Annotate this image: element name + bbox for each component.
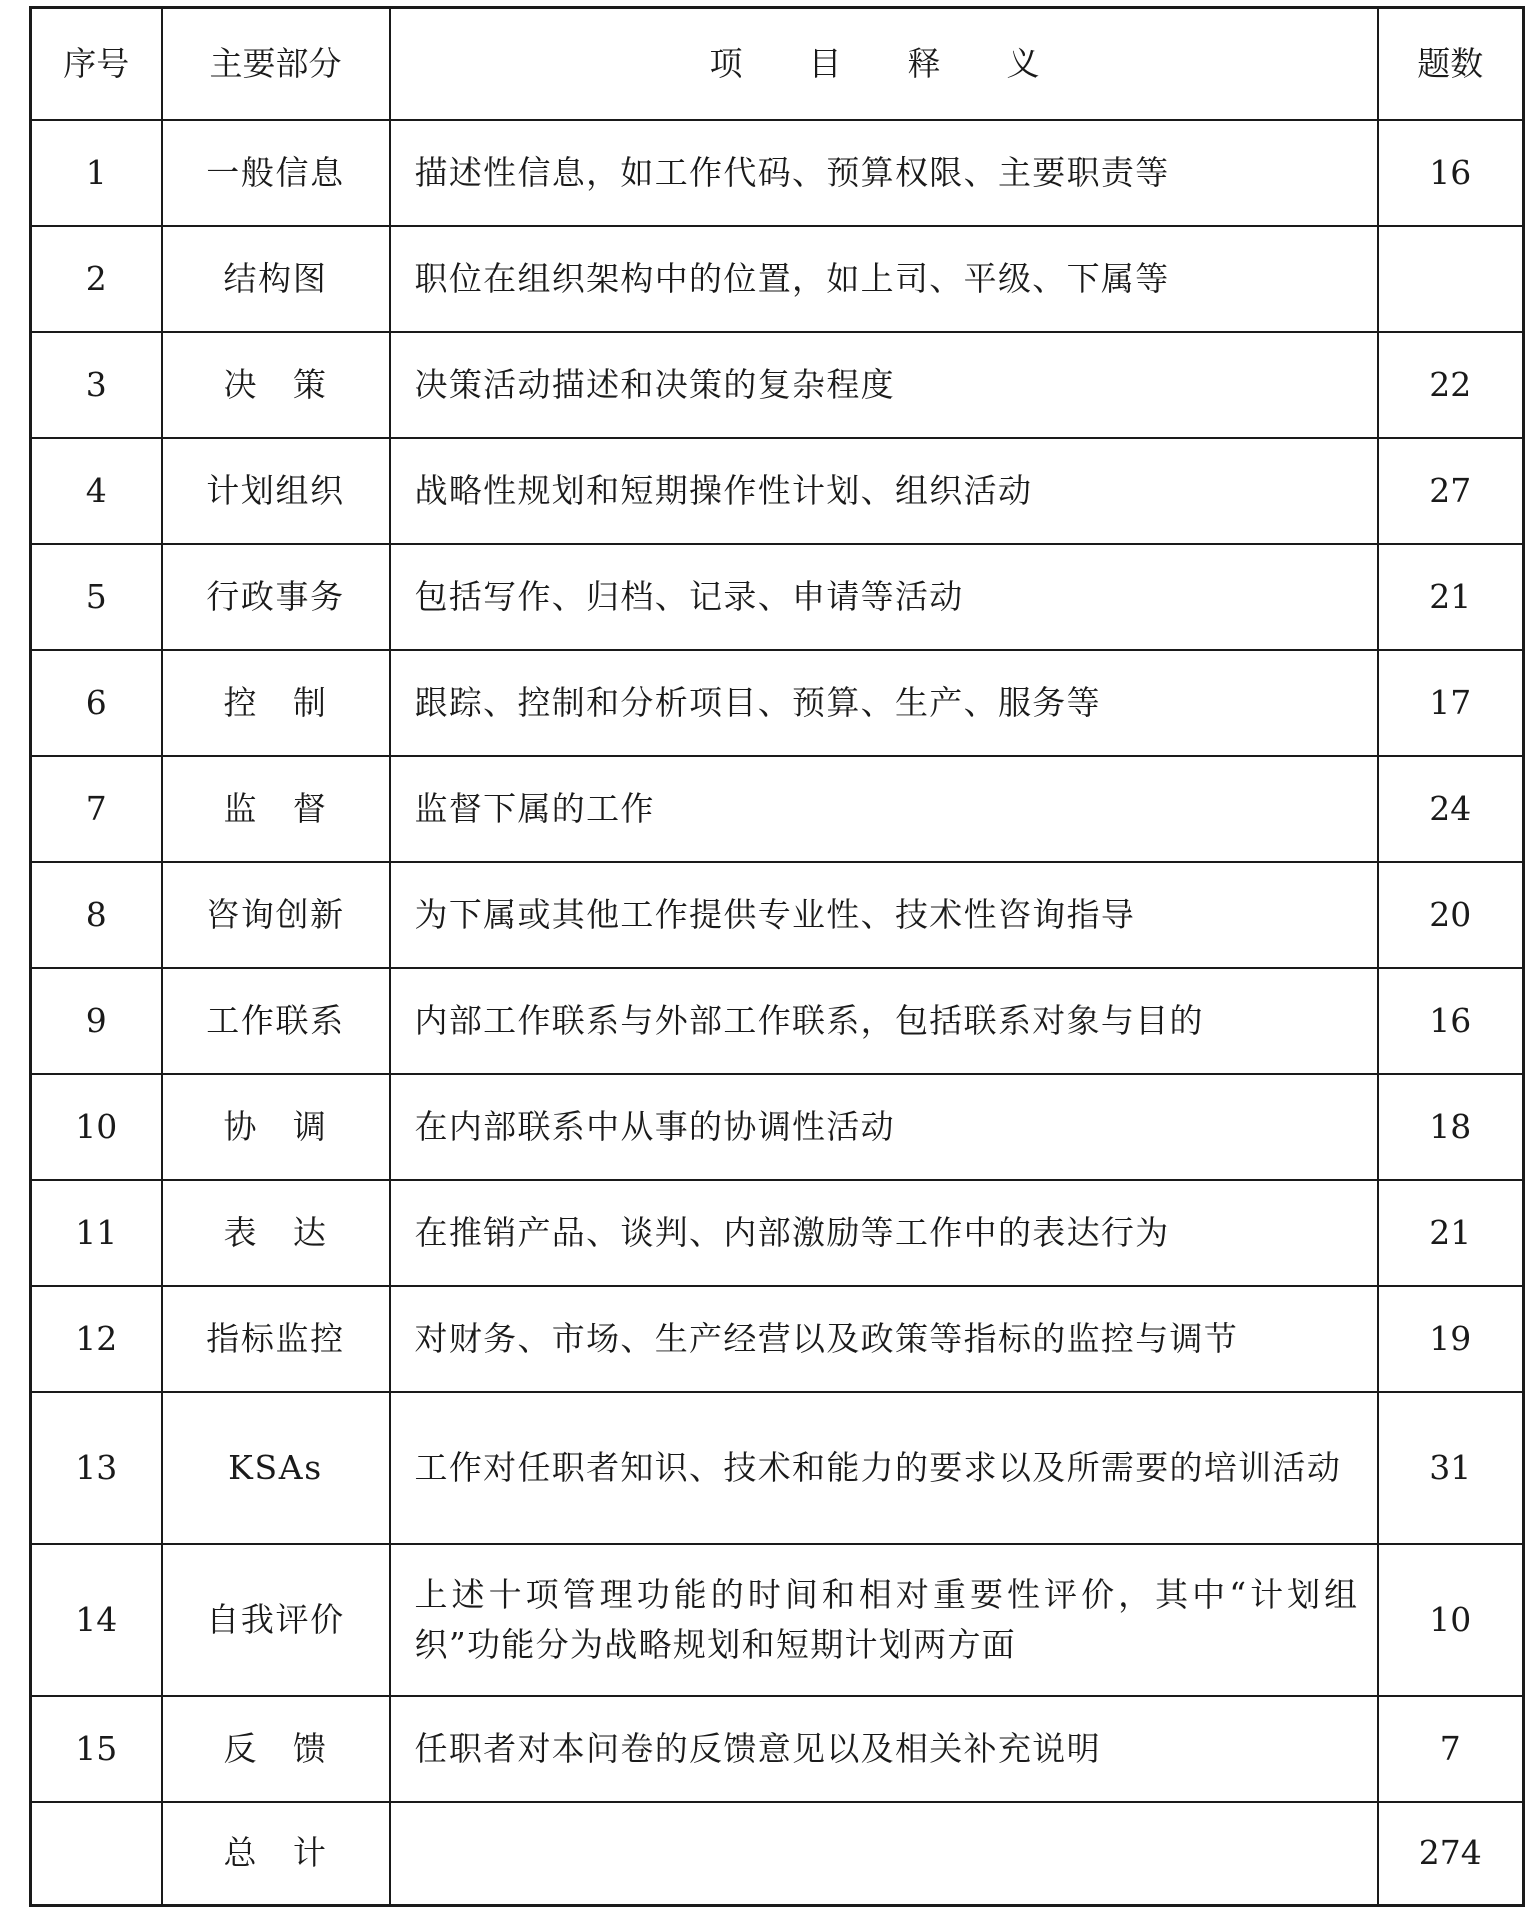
- table-row: [31, 1392, 1524, 1544]
- table-row: [31, 1286, 1524, 1392]
- table-row: [31, 332, 1524, 438]
- row-part: 表 达: [162, 1180, 390, 1286]
- row-description-text: 在推销产品、谈判、内部激励等工作中的表达行为: [414, 1212, 1170, 1252]
- table-row: [31, 1696, 1524, 1802]
- row-count: 10: [1378, 1544, 1524, 1696]
- row-description-text: 对财务、市场、生产经营以及政策等指标的监控与调节: [414, 1318, 1239, 1358]
- row-count: [1378, 226, 1524, 332]
- row-count: 16: [1378, 968, 1524, 1074]
- row-part: 咨询创新: [162, 862, 390, 968]
- table-row: [31, 1544, 1524, 1696]
- row-part: 一般信息: [162, 120, 390, 226]
- table-row: [31, 544, 1524, 650]
- row-description-text: 跟踪、控制和分析项目、预算、生产、服务等: [414, 682, 1101, 722]
- row-count: 27: [1378, 438, 1524, 544]
- row-part: 工作联系: [162, 968, 390, 1074]
- table-row: [31, 756, 1524, 862]
- row-part: 协 调: [162, 1074, 390, 1180]
- row-index: 8: [31, 862, 162, 968]
- row-count: 24: [1378, 756, 1524, 862]
- row-description-text: 包括写作、归档、记录、申请等活动: [414, 576, 964, 616]
- total-label: 总 计: [162, 1802, 390, 1906]
- row-count: 17: [1378, 650, 1524, 756]
- table-row: [31, 1180, 1524, 1286]
- table-row: [31, 650, 1524, 756]
- table-row: [31, 438, 1524, 544]
- row-description: [390, 1392, 1378, 1544]
- row-description: [390, 438, 1378, 544]
- header-count: 题数: [1378, 8, 1524, 120]
- table-header-row: [31, 8, 1524, 120]
- row-description: [390, 862, 1378, 968]
- table-row: [31, 968, 1524, 1074]
- row-part: 结构图: [162, 226, 390, 332]
- row-description: [390, 120, 1378, 226]
- row-description: [390, 226, 1378, 332]
- row-count: 16: [1378, 120, 1524, 226]
- row-description: [390, 1074, 1378, 1180]
- row-description: [390, 650, 1378, 756]
- row-index: 10: [31, 1074, 162, 1180]
- total-count: 274: [1378, 1802, 1524, 1906]
- row-part: 计划组织: [162, 438, 390, 544]
- row-count: 22: [1378, 332, 1524, 438]
- header-description: 项 目 释 义: [390, 8, 1378, 120]
- table-body: [31, 120, 1524, 1802]
- row-part: 监 督: [162, 756, 390, 862]
- row-part: 指标监控: [162, 1286, 390, 1392]
- questionnaire-structure-table: [29, 6, 1525, 1907]
- row-index: 13: [31, 1392, 162, 1544]
- total-description: [390, 1802, 1378, 1906]
- table-row: [31, 120, 1524, 226]
- row-index: 11: [31, 1180, 162, 1286]
- table-row: [31, 1074, 1524, 1180]
- row-description-text: 上述十项管理功能的时间和相对重要性评价，其中“计划组织”功能分为战略规划和短期计划两方面: [414, 1574, 1359, 1664]
- row-description: [390, 1180, 1378, 1286]
- row-description-text: 决策活动描述和决策的复杂程度: [414, 364, 895, 404]
- row-count: 19: [1378, 1286, 1524, 1392]
- header-part: 主要部分: [162, 8, 390, 120]
- row-count: 20: [1378, 862, 1524, 968]
- row-description: [390, 1286, 1378, 1392]
- row-description-text: 战略性规划和短期操作性计划、组织活动: [414, 470, 1033, 510]
- row-index: 12: [31, 1286, 162, 1392]
- row-index: 9: [31, 968, 162, 1074]
- row-description: [390, 1696, 1378, 1802]
- row-part: 自我评价: [162, 1544, 390, 1696]
- row-description-text: 描述性信息，如工作代码、预算权限、主要职责等: [414, 152, 1170, 192]
- row-count: 31: [1378, 1392, 1524, 1544]
- row-count: 7: [1378, 1696, 1524, 1802]
- row-part: KSAs: [162, 1392, 390, 1544]
- row-description-text: 职位在组织架构中的位置，如上司、平级、下属等: [414, 258, 1170, 298]
- row-description-text: 内部工作联系与外部工作联系，包括联系对象与目的: [414, 1000, 1204, 1040]
- row-index: 15: [31, 1696, 162, 1802]
- row-description: [390, 756, 1378, 862]
- row-part: 控 制: [162, 650, 390, 756]
- row-count: 21: [1378, 1180, 1524, 1286]
- row-index: 5: [31, 544, 162, 650]
- row-description-text: 为下属或其他工作提供专业性、技术性咨询指导: [414, 894, 1136, 934]
- row-index: 14: [31, 1544, 162, 1696]
- row-index: 6: [31, 650, 162, 756]
- row-index: 4: [31, 438, 162, 544]
- row-index: 1: [31, 120, 162, 226]
- table-row: [31, 862, 1524, 968]
- row-index: 2: [31, 226, 162, 332]
- row-description: [390, 1544, 1378, 1696]
- row-description-text: 工作对任职者知识、技术和能力的要求以及所需要的培训活动: [414, 1447, 1342, 1487]
- row-part: 行政事务: [162, 544, 390, 650]
- row-count: 21: [1378, 544, 1524, 650]
- row-count: 18: [1378, 1074, 1524, 1180]
- total-index: [31, 1802, 162, 1906]
- row-description: [390, 332, 1378, 438]
- row-description-text: 任职者对本问卷的反馈意见以及相关补充说明: [414, 1728, 1101, 1768]
- row-index: 7: [31, 756, 162, 862]
- row-description-text: 在内部联系中从事的协调性活动: [414, 1106, 895, 1146]
- row-description-text: 监督下属的工作: [414, 788, 655, 828]
- table-row: [31, 226, 1524, 332]
- row-part: 决 策: [162, 332, 390, 438]
- row-description: [390, 544, 1378, 650]
- header-index: 序号: [31, 8, 162, 120]
- total-row: [31, 1802, 1524, 1906]
- row-part: 反 馈: [162, 1696, 390, 1802]
- row-description: [390, 968, 1378, 1074]
- row-index: 3: [31, 332, 162, 438]
